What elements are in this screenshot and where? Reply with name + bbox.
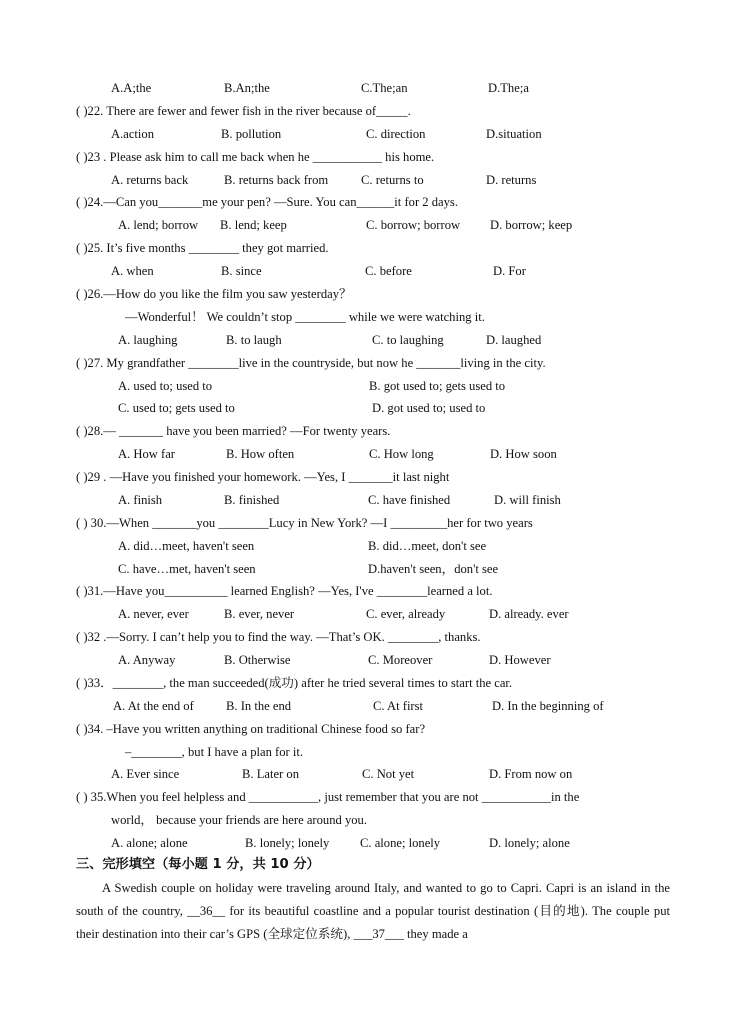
- q23-option-a: A. returns back: [111, 173, 189, 187]
- q27-option-c: C. used to; gets used to: [118, 401, 235, 415]
- q28-option-d: D. How soon: [490, 447, 557, 461]
- q34-option-d: D. From now on: [489, 767, 573, 781]
- q22-stem: ( )22. There are fewer and fewer fish in the river because of_____.: [76, 104, 411, 118]
- q25-option-a: A. when: [111, 264, 154, 278]
- q26-option-b: B. to laugh: [226, 333, 282, 347]
- q35-option-d: D. lonely; alone: [489, 836, 570, 850]
- q34-stem: ( )34. –Have you written anything on traditional Chinese food so far?: [76, 722, 426, 736]
- q30-option-b: B. did…meet, don't see: [368, 539, 487, 553]
- q27-option-a: A. used to; used to: [118, 379, 213, 393]
- q22-option-a: A.action: [111, 127, 155, 141]
- q22-option-b: B. pollution: [221, 127, 282, 141]
- q35-stem-line2: world， because your friends are here around you.: [111, 813, 367, 827]
- q32-option-d: D. However: [489, 653, 551, 667]
- q25-option-b: B. since: [221, 264, 262, 278]
- q33-option-c: C. At first: [373, 699, 424, 713]
- q23-option-c: C. returns to: [361, 173, 424, 187]
- q23-option-b: B. returns back from: [224, 173, 329, 187]
- q35-option-c: C. alone; lonely: [360, 836, 441, 850]
- q27-option-b: B. got used to; gets used to: [369, 379, 506, 393]
- q31-stem: ( )31.—Have you__________ learned English? —Yes, I've ________learned a lot.: [76, 584, 493, 598]
- q26-option-a: A. laughing: [118, 333, 178, 347]
- q32-option-c: C. Moreover: [368, 653, 433, 667]
- q29-stem: ( )29 . —Have you finished your homework. —Yes, I _______it last night: [76, 470, 450, 484]
- q24-option-d: D. borrow; keep: [490, 218, 573, 232]
- q24-option-c: C. borrow; borrow: [366, 218, 461, 232]
- q24-option-a: A. lend; borrow: [118, 218, 199, 232]
- q21-option-c: C.The;an: [361, 81, 408, 95]
- q23-option-d: D. returns: [486, 173, 537, 187]
- q35-stem: ( ) 35.When you feel helpless and ___________, just remember that you are not ___________in the: [76, 790, 580, 804]
- q30-option-d: D.haven't seen，don't see: [368, 562, 499, 576]
- q29-option-a: A. finish: [118, 493, 163, 507]
- q23-stem: ( )23 . Please ask him to call me back when he ___________ his home.: [76, 150, 435, 164]
- q28-option-c: C. How long: [369, 447, 434, 461]
- q28-option-b: B. How often: [226, 447, 295, 461]
- q31-option-c: C. ever, already: [366, 607, 446, 621]
- q26-stem-line2: —Wonderful！ We couldn’t stop ________ while we were watching it.: [125, 310, 485, 324]
- q35-option-b: B. lonely; lonely: [245, 836, 330, 850]
- q28-stem: ( )28.— _______ have you been married? —For twenty years.: [76, 424, 391, 438]
- q26-option-c: C. to laughing: [372, 333, 444, 347]
- q24-option-b: B. lend; keep: [220, 218, 287, 232]
- q21-option-d: D.The;a: [488, 81, 529, 95]
- q22-option-d: D.situation: [486, 127, 542, 141]
- q31-option-b: B. ever, never: [224, 607, 295, 621]
- cloze-paragraph-text: A Swedish couple on holiday were traveling around Italy, and wanted to go to Capri. Capri is an island in the south of the country, __36__ for its beautiful coastline and a popular tourist destination (目的地). The couple put their destination into their car’s GPS (全球定位系统), ___37___ they made a: [76, 881, 670, 941]
- q31-option-a: A. never, ever: [118, 607, 189, 621]
- q30-option-c: C. have…met, haven't seen: [118, 562, 256, 576]
- q30-option-a: A. did…meet, haven't seen: [118, 539, 255, 553]
- q29-option-b: B. finished: [224, 493, 280, 507]
- cloze-passage: [76, 877, 670, 946]
- q21-option-a: A.A;the: [111, 81, 152, 95]
- q32-option-b: B. Otherwise: [224, 653, 291, 667]
- q25-option-d: D. For: [493, 264, 526, 278]
- q34-option-b: B. Later on: [242, 767, 300, 781]
- q34-option-c: C. Not yet: [362, 767, 415, 781]
- q32-stem: ( )32 .—Sorry. I can’t help you to find the way. —That’s OK. ________, thanks.: [76, 630, 481, 644]
- q31-option-d: D. already. ever: [489, 607, 569, 621]
- q22-option-c: C. direction: [366, 127, 426, 141]
- q32-option-a: A. Anyway: [118, 653, 176, 667]
- q33-stem: ( )33．________, the man succeeded(成功) after he tried several times to start the car.: [76, 676, 513, 690]
- q30-stem: ( ) 30.—When _______you ________Lucy in New York? —I _________her for two years: [76, 516, 533, 530]
- q29-option-c: C. have finished: [368, 493, 451, 507]
- q25-stem: ( )25. It’s five months ________ they got married.: [76, 241, 329, 255]
- q26-stem: ( )26.—How do you like the film you saw yesterday？: [76, 287, 352, 301]
- q33-option-b: B. In the end: [226, 699, 292, 713]
- q24-stem: ( )24.—Can you_______me your pen? —Sure. You can______it for 2 days.: [76, 195, 458, 209]
- q27-option-d: D. got used to; used to: [372, 401, 486, 415]
- q26-option-d: D. laughed: [486, 333, 542, 347]
- q21-option-b: B.An;the: [224, 81, 270, 95]
- q34-stem-line2: –________, but I have a plan for it.: [125, 745, 304, 759]
- section-3-title: 三、完形填空（每小题 1 分，共 10 分）: [76, 857, 320, 872]
- q28-option-a: A. How far: [118, 447, 176, 461]
- q34-option-a: A. Ever since: [111, 767, 180, 781]
- q33-option-a: A. At the end of: [113, 699, 194, 713]
- q29-option-d: D. will finish: [494, 493, 561, 507]
- q33-option-d: D. In the beginning of: [492, 699, 604, 713]
- q27-stem: ( )27. My grandfather ________live in the countryside, but now he _______living in the city.: [76, 356, 546, 370]
- q35-option-a: A. alone; alone: [111, 836, 188, 850]
- q25-option-c: C. before: [365, 264, 412, 278]
